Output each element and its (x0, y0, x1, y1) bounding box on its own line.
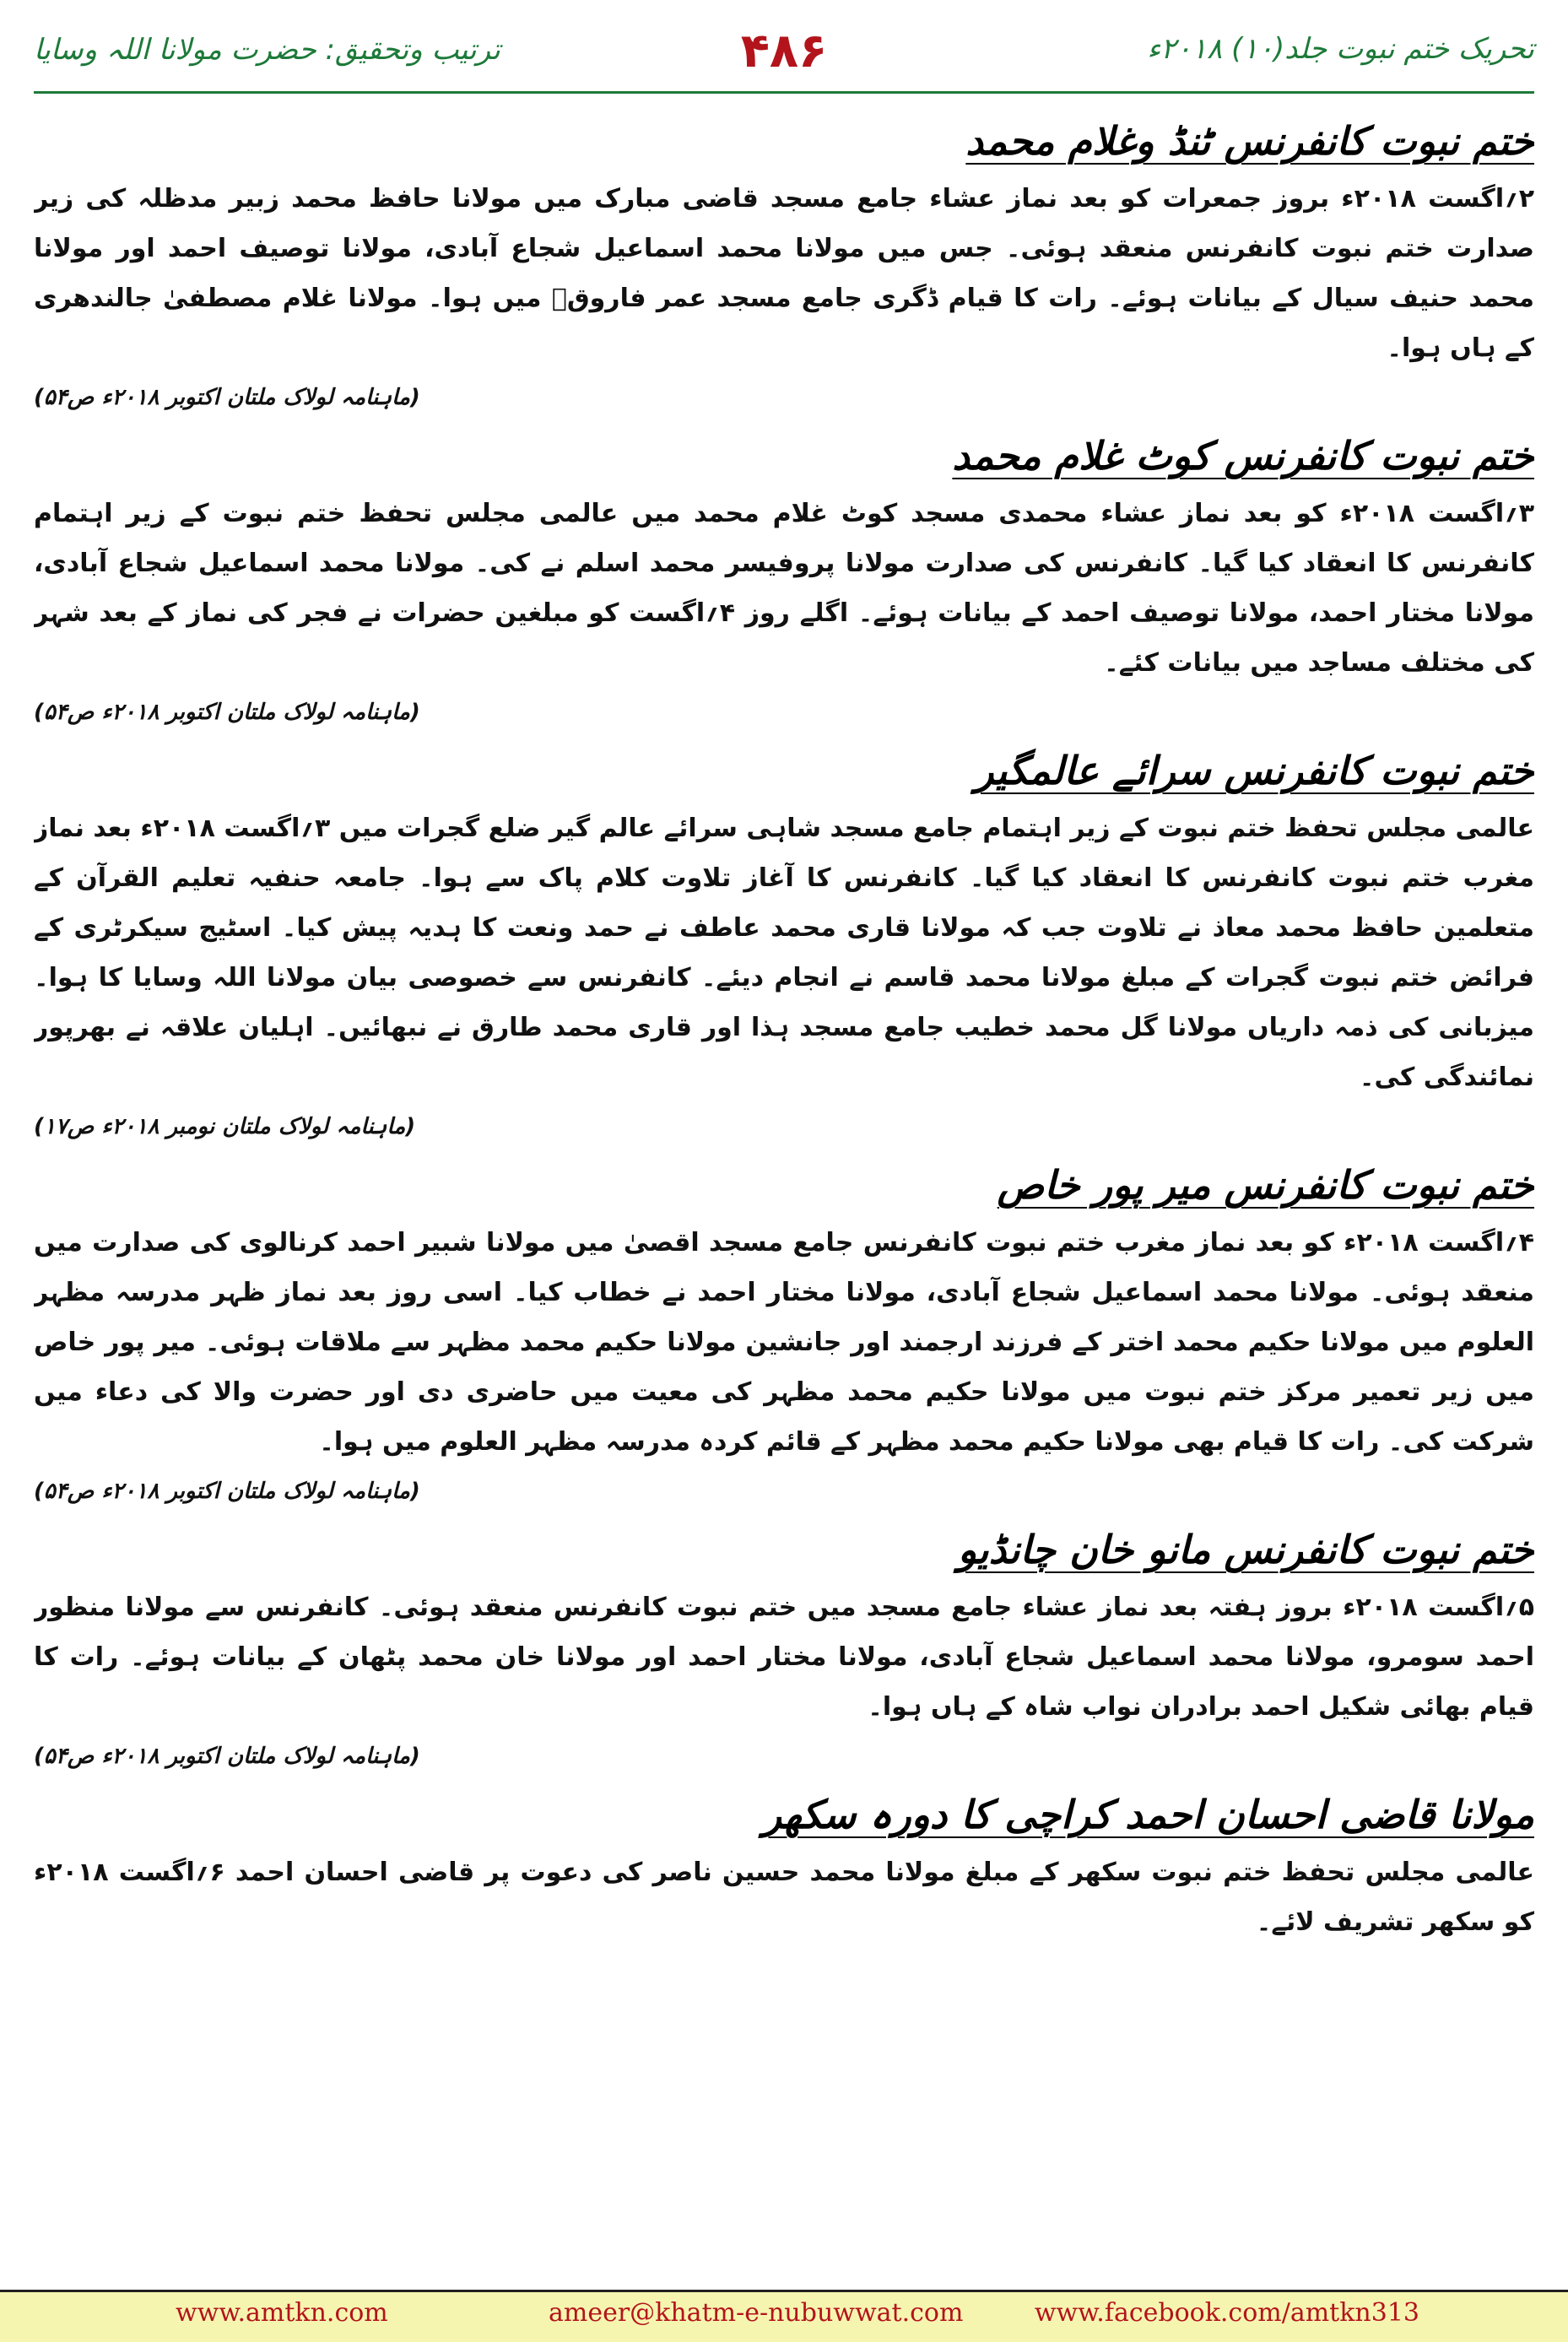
section-paragraph: عالمی مجلس تحفظ ختم نبوت کے زیر اہتمام جامع مسجد شاہی سرائے عالم گیر ضلع گجرات میں ۳؍اگست ۲۰۱۸ء بعد نماز مغرب ختم نبوت کانفرنس کا انعقاد کیا گیا۔ کانفرنس کا آغاز تلاوت کلام پاک سے ہوا۔ جامعہ حنفیہ تعلیم القرآن کے متعلمین حافظ محمد معاذ نے تلاوت جب کہ مولانا قاری محمد عاطف نے حمد ونعت کا ہدیہ پیش کیا۔ اسٹیج سیکرٹری کے فرائض ختم نبوت گجرات کے مبلغ مولانا محمد قاسم نے انجام دیئے۔ کانفرنس سے خصوصی بیان مولانا اللہ وسایا کا ہوا۔ میزبانی کی ذمہ داریاں مولانا گل محمد خطیب جامع مسجد ہذا اور قاری محمد طارق نے نبھائیں۔ اہلیان علاقہ نے بھرپور نمائندگی کی۔ (34, 814, 1534, 1092)
section-title: ختم نبوت کانفرنس کوٹ غلام محمد (952, 433, 1534, 479)
website-link[interactable]: www.amtkn.com (176, 2298, 388, 2328)
section-sarai-alamgir (34, 738, 1534, 1152)
section-paragraph: ۴؍اگست ۲۰۱۸ء کو بعد نماز مغرب ختم نبوت کانفرنس جامع مسجد اقصیٰ میں مولانا شبیر احمد کرنالوی کی صدارت میں منعقد ہوئی۔ مولانا محمد اسماعیل شجاع آبادی، مولانا مختار احمد نے خطاب کیا۔ اسی روز بعد نماز ظہر مدرسہ مظہر العلوم میں مولانا حکیم محمد اختر کے فرزند ارجمند اور جانشین مولانا حکیم محمد مظہر سے ملاقات ہوئی۔ میر پور خاص میں زیر تعمیر مرکز ختم نبوت میں مولانا حکیم محمد مظہر کی معیت میں حاضری دی اور حضرت والا کی دعاء میں شرکت کی۔ رات کا قیام بھی مولانا حکیم محمد مظہر کے قائم کردہ مدرسہ مظہر العلوم میں ہوا۔ (34, 1228, 1534, 1457)
source-citation: (ماہنامہ لولاک ملتان اکتوبر ۲۰۱۸ء ص۵۴) (34, 700, 420, 725)
email-link[interactable]: ameer@khatm-e-nubuwwat.com (549, 2298, 964, 2328)
section-paragraph: ۳؍اگست ۲۰۱۸ء کو بعد نماز عشاء محمدی مسجد کوٹ غلام محمد میں عالمی مجلس تحفظ ختم نبوت کے زیر اہتمام کانفرنس کا انعقاد کیا گیا۔ کانفرنس کی صدارت مولانا پروفیسر محمد اسلم نے کی۔ مولانا محمد اسماعیل شجاع آبادی، مولانا مختار احمد، مولانا توصیف احمد کے بیانات ہوئے۔ اگلے روز ۴؍اگست کو مبلغین حضرات نے فجر کی نماز کے بعد شہر کی مختلف مساجد میں بیانات کئے۔ (34, 499, 1534, 678)
source-citation: (ماہنامہ لولاک ملتان اکتوبر ۲۰۱۸ء ص۵۴) (34, 1479, 420, 1504)
section-title: ختم نبوت کانفرنس ٹنڈ وغلام محمد (965, 118, 1534, 164)
footer-divider (0, 2290, 1568, 2292)
section-title: ختم نبوت کانفرنس سرائے عالمگیر (975, 748, 1534, 793)
page-footer (0, 2290, 1568, 2342)
page-header (34, 24, 1534, 91)
section-kot-ghulam-muhammad (34, 423, 1534, 738)
section-mano-khan-chandio (34, 1517, 1534, 1782)
page-number: ۴۸۶ (740, 24, 828, 78)
section-mirpur-khas (34, 1152, 1534, 1517)
section-paragraph: ۵؍اگست ۲۰۱۸ء بروز ہفتہ بعد نماز عشاء جامع مسجد میں ختم نبوت کانفرنس منعقد ہوئی۔ کانفرنس سے مولانا منظور احمد سومرو، مولانا محمد اسماعیل شجاع آبادی، مولانا مختار احمد اور مولانا خان محمد پٹھان کے بیانات ہوئے۔ رات کا قیام بھائی شکیل احمد برادران نواب شاہ کے ہاں ہوا۔ (34, 1593, 1534, 1722)
section-tando-ghulam-muhammad (34, 108, 1534, 423)
section-title: ختم نبوت کانفرنس مانو خان چانڈیو (958, 1527, 1534, 1572)
section-paragraph: ۲؍اگست ۲۰۱۸ء بروز جمعرات کو بعد نماز عشاء جامع مسجد قاضی مبارک میں مولانا حافظ محمد زبیر مدظلہ کی زیر صدارت ختم نبوت کانفرنس منعقد ہوئی۔ جس میں مولانا محمد اسماعیل شجاع آبادی، مولانا توصیف احمد اور مولانا محمد حنیف سیال کے بیانات ہوئے۔ رات کا قیام ڈگری جامع مسجد عمر فاروقؓ میں ہوا۔ مولانا غلام مصطفیٰ جالندھری کے ہاں ہوا۔ (34, 184, 1534, 363)
book-title: تحریک ختم نبوت جلد(۱۰) ۲۰۱۸ء (1147, 32, 1534, 66)
header-divider (34, 91, 1534, 94)
section-title: مولانا قاضی احسان احمد کراچی کا دورہ سکھر (762, 1792, 1534, 1837)
source-citation: (ماہنامہ لولاک ملتان نومبر ۲۰۱۸ء ص۱۷) (34, 1114, 416, 1139)
section-sukkur-visit (34, 1782, 1534, 1947)
section-paragraph: عالمی مجلس تحفظ ختم نبوت سکھر کے مبلغ مولانا محمد حسین ناصر کی دعوت پر قاضی احسان احمد ۶؍اگست ۲۰۱۸ء کو سکھر تشریف لائے۔ (34, 1858, 1534, 1937)
book-compiler: ترتیب وتحقیق: حضرت مولانا اللہ وسایا (34, 33, 500, 67)
section-title: ختم نبوت کانفرنس میر پور خاص (997, 1162, 1534, 1208)
source-citation: (ماہنامہ لولاک ملتان اکتوبر ۲۰۱۸ء ص۵۴) (34, 385, 420, 410)
document-body (34, 108, 1534, 2285)
source-citation: (ماہنامہ لولاک ملتان اکتوبر ۲۰۱۸ء ص۵۴) (34, 1744, 420, 1769)
facebook-link[interactable]: www.facebook.com/amtkn313 (1034, 2298, 1419, 2328)
